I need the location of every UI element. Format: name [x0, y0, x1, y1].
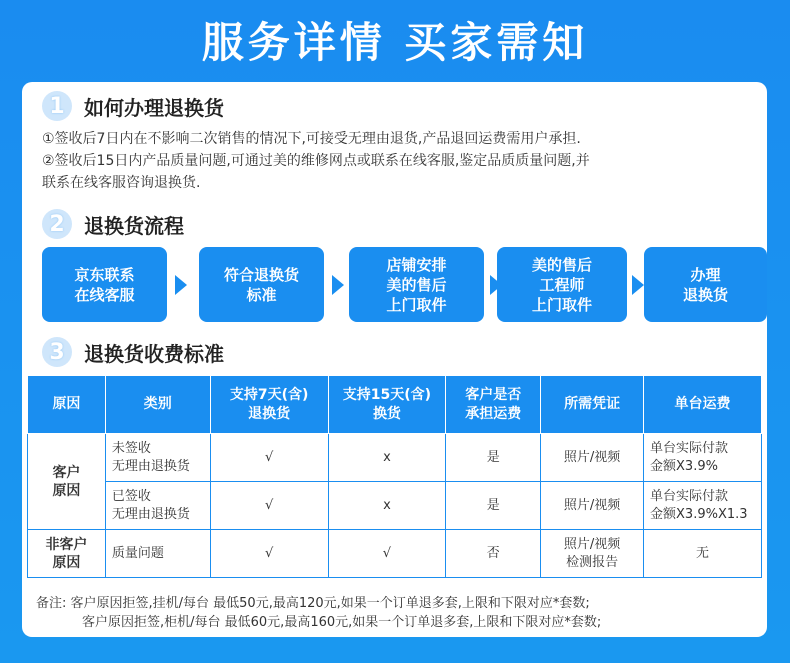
section1-line-3: 联系在线客服咨询退换货.	[42, 175, 201, 191]
section2-heading	[42, 208, 184, 240]
page-title: 服务详情 买家需知	[201, 18, 589, 67]
d15-cell: √	[328, 530, 446, 578]
section2-title: 退换货流程	[84, 213, 184, 238]
cost-cell: 单台实际付款 金额X3.9%	[644, 434, 762, 482]
header-reason: 原因	[28, 376, 106, 434]
number-two-icon: 2	[42, 209, 72, 239]
section3-title: 退换货收费标准	[84, 341, 224, 366]
flow-step-5: 办理 退换货	[644, 247, 767, 322]
number-three-icon: 3	[42, 337, 72, 367]
section1-heading	[42, 90, 224, 122]
d15-cell: x	[328, 434, 446, 482]
flow-step-2: 符合退换货 标准	[199, 247, 324, 322]
flow-step-1: 京东联系 在线客服	[42, 247, 167, 322]
section1-line-1: ①签收后7日内在不影响二次销售的情况下,可接受无理由退货,产品退回运费需用户承担.	[42, 131, 581, 147]
proof-cell: 照片/视频	[541, 434, 644, 482]
category-cell: 未签收 无理由退换货	[105, 434, 210, 482]
table-row	[28, 434, 762, 482]
header-15day: 支持15天(含) 换货	[328, 376, 446, 434]
flow-step-3: 店铺安排 美的售后 上门取件	[349, 247, 484, 322]
reason-customer: 客户 原因	[28, 434, 106, 530]
table-header-row	[28, 376, 762, 434]
proof-cell: 照片/视频 检测报告	[541, 530, 644, 578]
table-row	[28, 530, 762, 578]
header	[0, 0, 790, 80]
d15-cell: x	[328, 482, 446, 530]
proof-cell: 照片/视频	[541, 482, 644, 530]
section1-title: 如何办理退换货	[84, 95, 224, 120]
reason-non-customer: 非客户 原因	[28, 530, 106, 578]
footnote	[36, 594, 601, 632]
section1-line-2: ②签收后15日内产品质量问题,可通过美的维修网点或联系在线客服,鉴定品质质量问题,并	[42, 153, 590, 169]
section3-heading	[42, 336, 224, 368]
fee-cell: 是	[446, 482, 541, 530]
table-row	[28, 482, 762, 530]
cost-cell: 无	[644, 530, 762, 578]
process-flow	[42, 247, 752, 322]
d7-cell: √	[210, 530, 328, 578]
cost-cell: 单台实际付款 金额X3.9%X1.3	[644, 482, 762, 530]
footnote-line-2: 客户原因拒签,柜机/每台 最低60元,最高160元,如果一个订单退多套,上限和下限对应*套数;	[82, 615, 602, 630]
fee-cell: 是	[446, 434, 541, 482]
arrow-right-icon	[332, 275, 344, 295]
content-card	[22, 82, 767, 637]
header-7day: 支持7天(含) 退换货	[210, 376, 328, 434]
d7-cell: √	[210, 482, 328, 530]
header-proof: 所需凭证	[541, 376, 644, 434]
number-one-icon: 1	[42, 91, 72, 121]
fee-table	[27, 375, 762, 578]
header-cost: 单台运费	[644, 376, 762, 434]
header-fee-bearer: 客户是否 承担运费	[446, 376, 541, 434]
category-cell: 已签收 无理由退换货	[105, 482, 210, 530]
header-category: 类别	[105, 376, 210, 434]
footnote-line-1: 备注: 客户原因拒签,挂机/每台 最低50元,最高120元,如果一个订单退多套,上限和下限对应*套数;	[36, 596, 590, 611]
category-cell: 质量问题	[105, 530, 210, 578]
arrow-right-icon	[175, 275, 187, 295]
fee-cell: 否	[446, 530, 541, 578]
section1-text	[42, 128, 762, 194]
arrow-right-icon	[632, 275, 644, 295]
flow-step-4: 美的售后 工程师 上门取件	[497, 247, 627, 322]
d7-cell: √	[210, 434, 328, 482]
